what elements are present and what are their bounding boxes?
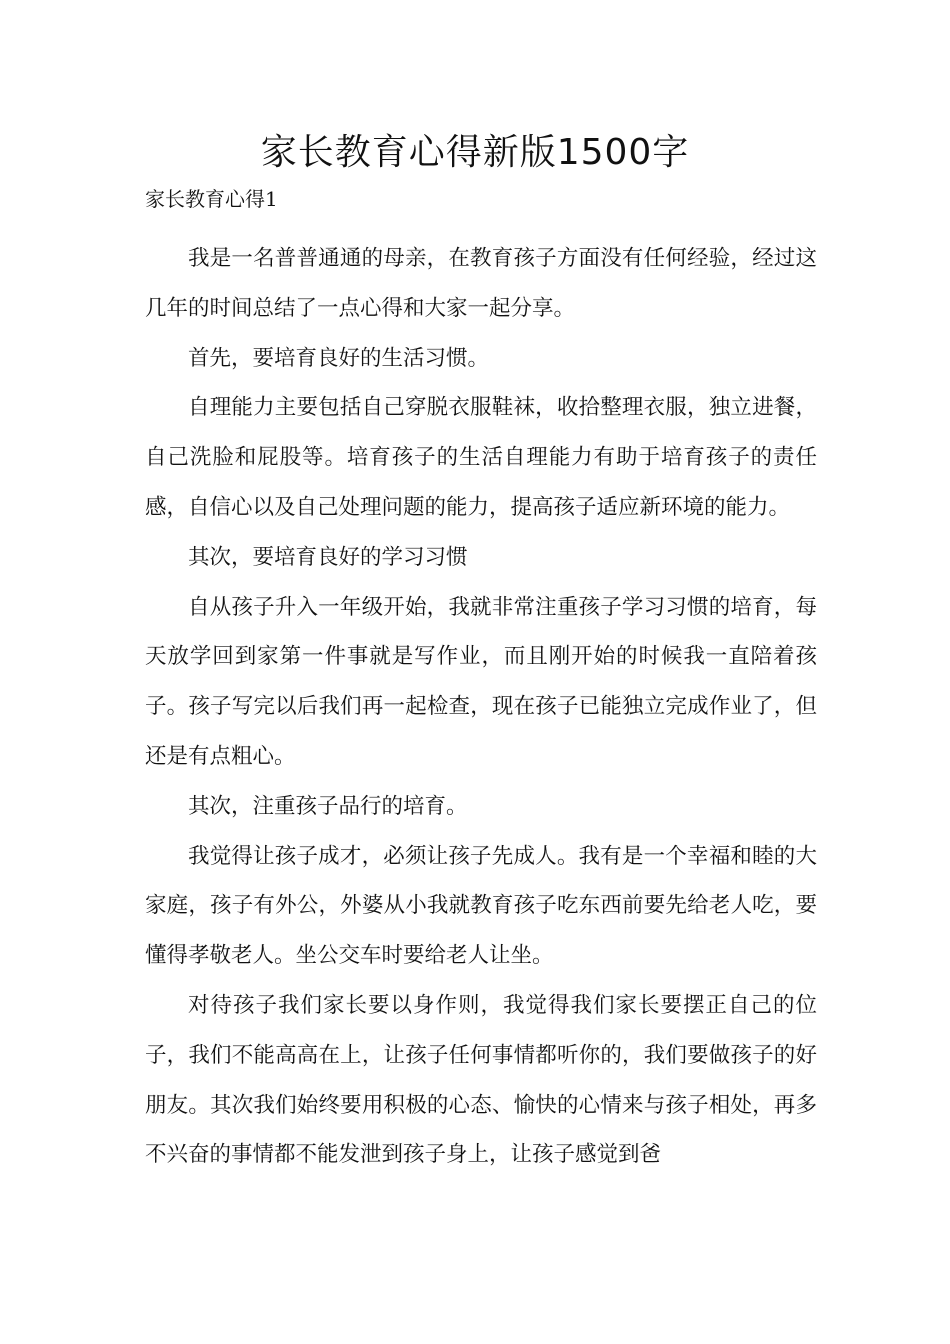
paragraph: 其次，要培育良好的学习习惯	[188, 544, 468, 570]
paragraph: 其次，注重孩子品行的培育。	[188, 793, 468, 819]
document-body	[145, 234, 817, 1180]
section-heading: 家长教育心得1	[145, 187, 278, 211]
paragraph: 对待孩子我们家长要以身作则，我觉得我们家长要摆正自己的位子，我们不能高高在上，让孩子任何事情都听你的，我们要做孩子的好朋友。其次我们始终要用积极的心态、愉快的心情来与孩子相处，再多不兴奋的事情都不能发泄到孩子身上，让孩子感觉到爸	[145, 992, 817, 1168]
paragraph: 我是一名普普通通的母亲，在教育孩子方面没有任何经验，经过这几年的时间总结了一点心得和大家一起分享。	[145, 246, 817, 321]
paragraph: 首先，要培育良好的生活习惯。	[188, 345, 490, 371]
paragraph: 我觉得让孩子成才，必须让孩子先成人。我有是一个幸福和睦的大家庭，孩子有外公，外婆从小我就教育孩子吃东西前要先给老人吃，要懂得孝敬老人。坐公交车时要给老人让坐。	[145, 843, 817, 969]
paragraph: 自理能力主要包括自己穿脱衣服鞋袜，收拾整理衣服，独立进餐，自己洗脸和屁股等。培育孩子的生活自理能力有助于培育孩子的责任感，自信心以及自己处理问题的能力，提高孩子适应新环境的能力。	[145, 395, 817, 520]
document-title: 家长教育心得新版1500字	[260, 132, 690, 173]
paragraph: 自从孩子升入一年级开始，我就非常注重孩子学习习惯的培育，每天放学回到家第一件事就是写作业，而且刚开始的时候我一直陪着孩子。孩子写完以后我们再一起检查，现在孩子已能独立完成作业了，但还是有点粗心。	[145, 594, 817, 769]
